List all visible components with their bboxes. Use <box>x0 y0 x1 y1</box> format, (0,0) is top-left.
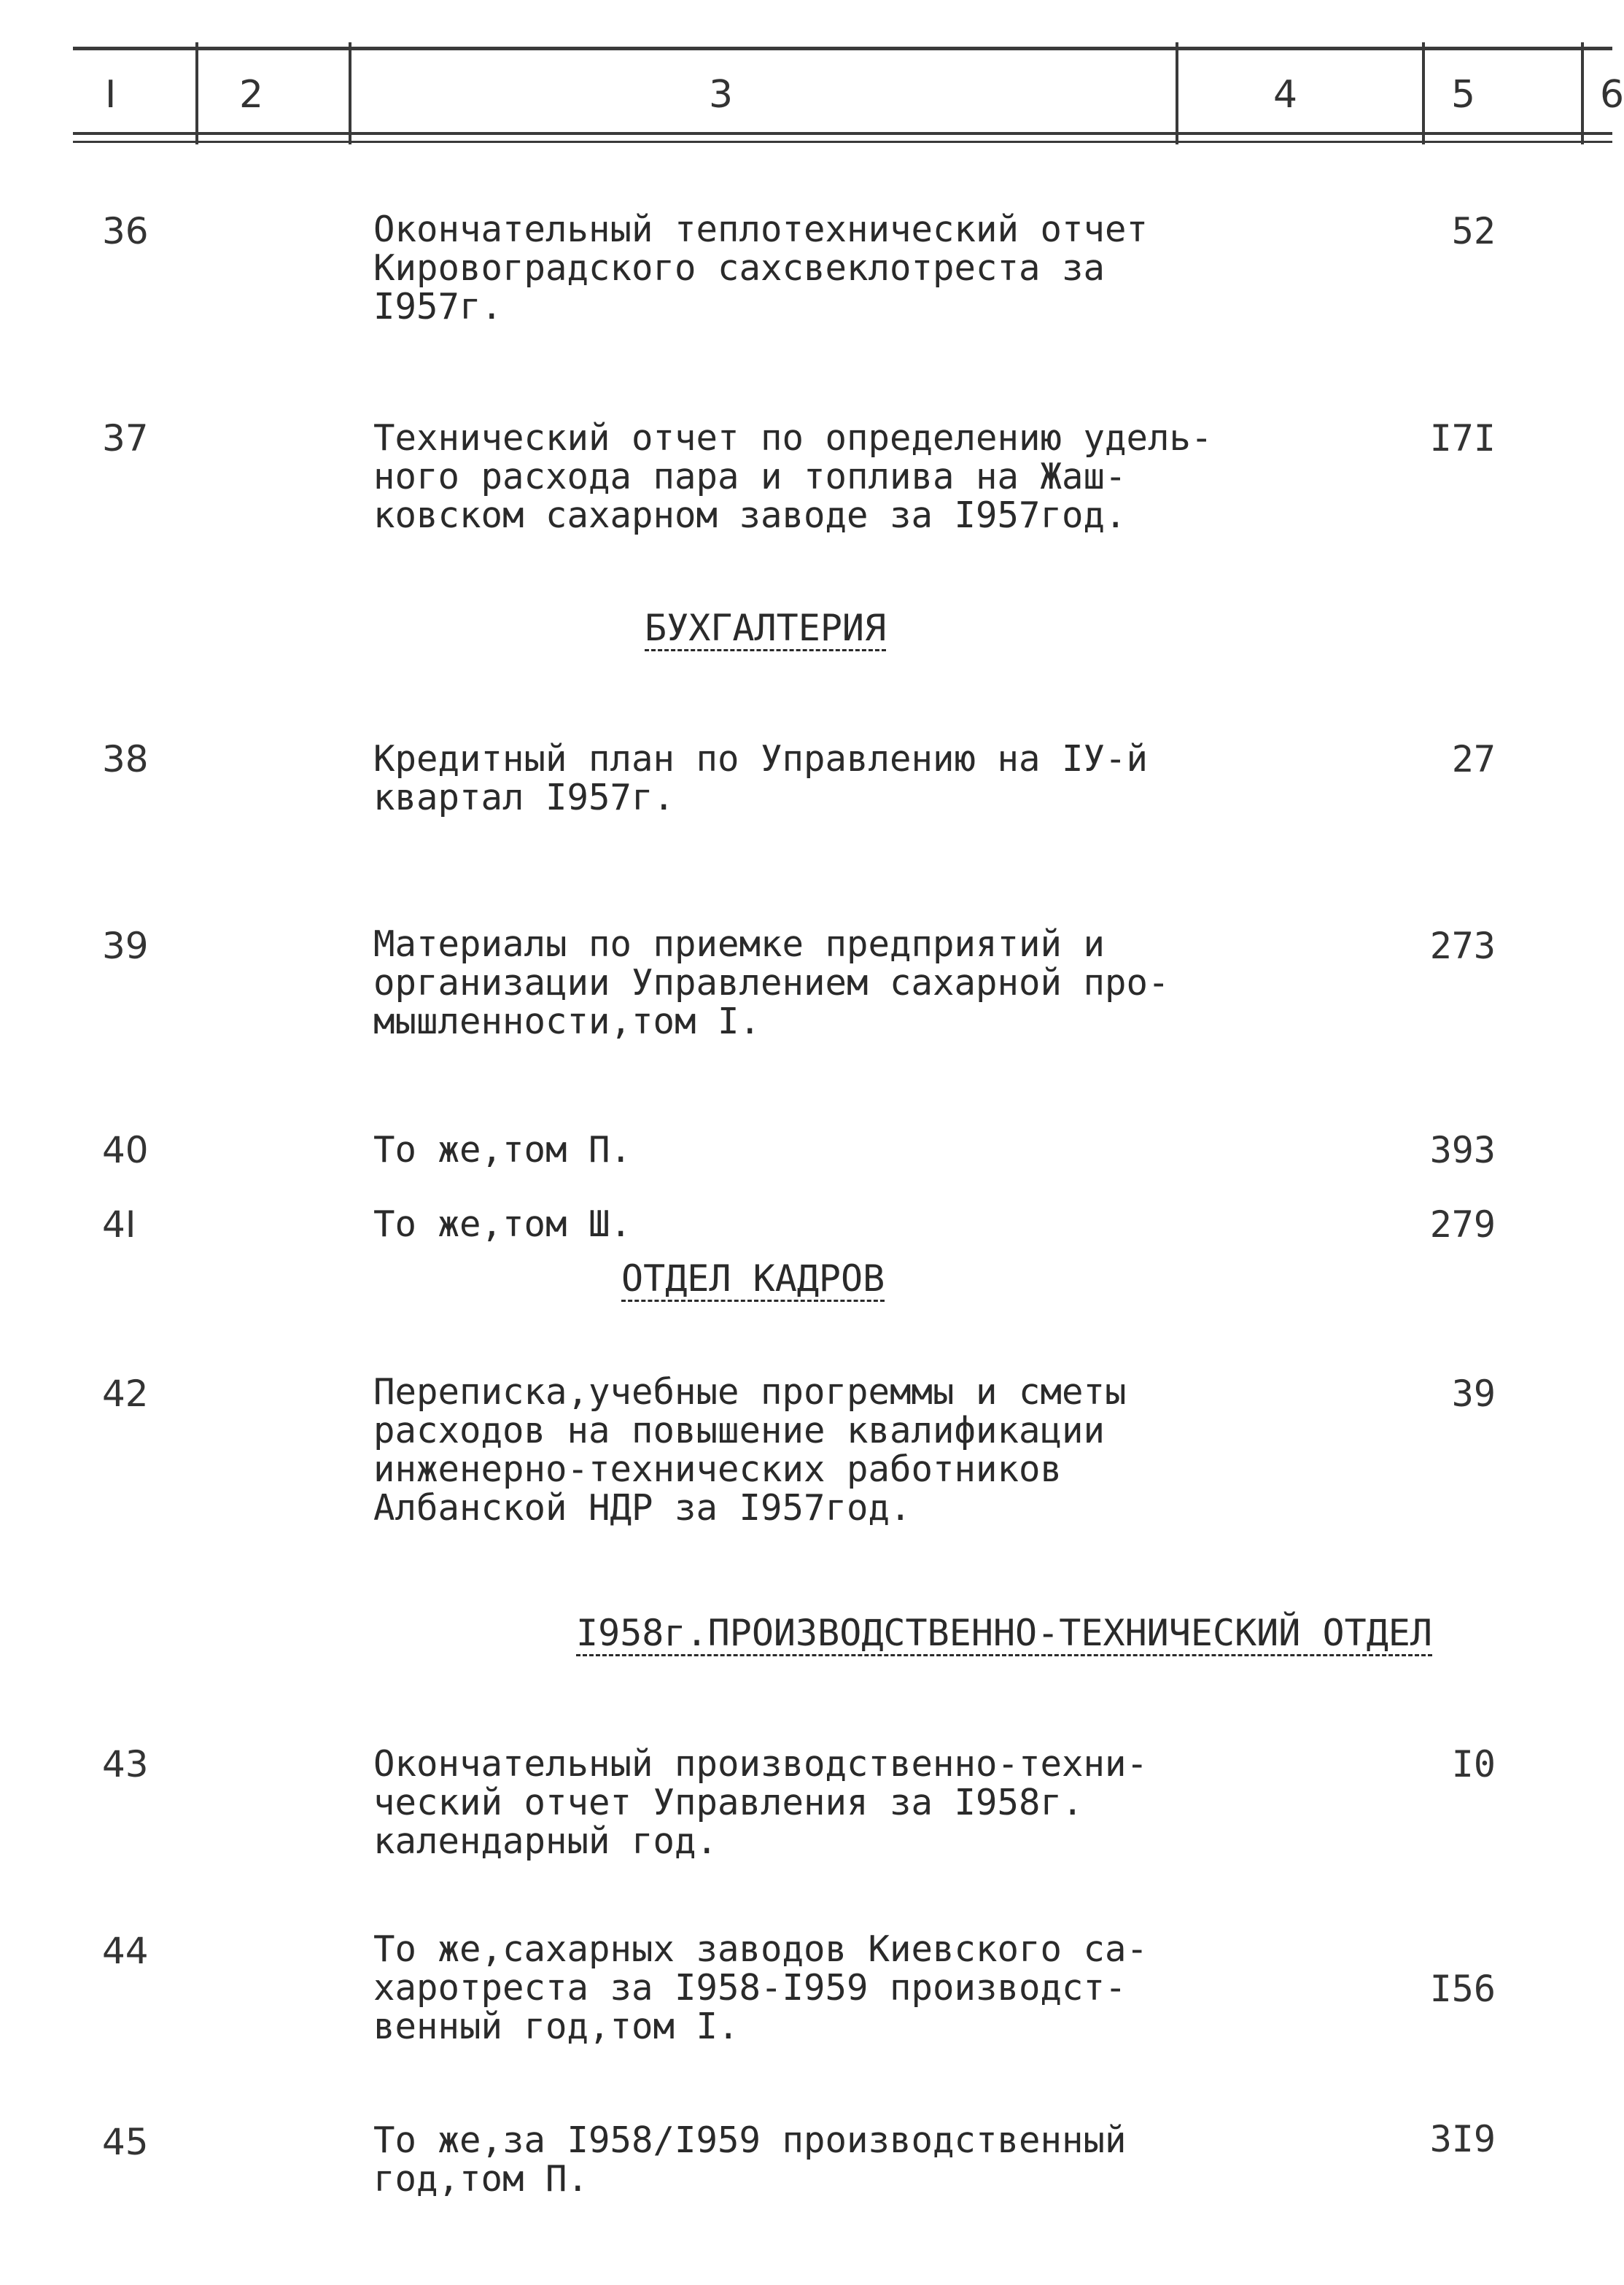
entry-sheet-count: I7I <box>1429 417 1496 459</box>
entry-title: Технический отчет по определению удель- ного расхода пара и топлива на Жаш- ковском сахарном заводе за I957год. <box>373 417 1213 536</box>
entry-number: 36 <box>102 210 149 252</box>
column-number-5: 5 <box>1451 73 1476 117</box>
section-heading-production-technical: I958г.ПРОИЗВОДСТВЕННО-ТЕХНИЧЕСКИЙ ОТДЕЛ <box>576 1612 1432 1654</box>
entry-number: 37 <box>102 417 149 459</box>
column-number-4: 4 <box>1273 73 1298 117</box>
entry-title: Материалы по приемке предприятий и организации Управлением сахарной про- мышленности,том I. <box>373 923 1170 1042</box>
column-divider <box>1581 42 1584 144</box>
entry-number: 42 <box>102 1373 149 1415</box>
entry-sheet-count: 52 <box>1451 210 1496 252</box>
entry-sheet-count: 39 <box>1451 1373 1496 1415</box>
column-number-3: 3 <box>709 73 734 117</box>
entry-number: 40 <box>102 1129 149 1171</box>
column-divider <box>1422 42 1425 144</box>
entry-number: 39 <box>102 925 149 967</box>
entry-title: Окончательный теплотехнический отчет Кировоградского сахсвеклотреста за I957г. <box>373 209 1149 327</box>
column-number-1: I <box>105 73 117 117</box>
column-number-6: 6 <box>1600 73 1624 117</box>
entry-sheet-count: I0 <box>1451 1743 1496 1785</box>
section-heading-accounting: БУХГАЛТЕРИЯ <box>645 607 887 649</box>
entry-sheet-count: 393 <box>1429 1129 1496 1171</box>
entry-sheet-count: 279 <box>1429 1203 1496 1246</box>
entry-sheet-count: I56 <box>1429 1968 1496 2010</box>
entry-number: 4I <box>102 1203 136 1246</box>
entry-number: 43 <box>102 1743 149 1785</box>
entry-number: 44 <box>102 1930 149 1972</box>
header-top-rule <box>73 47 1612 50</box>
column-divider <box>1176 42 1178 144</box>
entry-sheet-count: 273 <box>1429 925 1496 967</box>
entry-sheet-count: 3I9 <box>1429 2118 1496 2160</box>
entry-title: Окончательный производственно-техни- ческий отчет Управления за I958г. календарный год. <box>373 1743 1149 1862</box>
entry-title: То же,сахарных заводов Киевского са- харотреста за I958-I959 производст- венный год,том I. <box>373 1928 1149 2047</box>
entry-sheet-count: 27 <box>1451 738 1496 780</box>
entry-title: То же,том Ш. <box>373 1203 632 1245</box>
header-bottom-rule <box>73 132 1612 135</box>
entry-title: То же,за I958/I959 производственный год,том П. <box>373 2119 1127 2200</box>
section-heading-personnel: ОТДЕЛ КАДРОВ <box>621 1257 885 1300</box>
header-bottom-rule-double <box>73 141 1612 143</box>
entry-number: 38 <box>102 738 149 780</box>
column-divider <box>349 42 351 144</box>
entry-title: Кредитный план по Управлению на IУ-й квартал I957г. <box>373 738 1149 818</box>
entry-title: Переписка,учебные прогреммы и сметы расходов на повышение квалификации инженерно-технических работников Албанской НДР за I957год. <box>373 1371 1127 1529</box>
column-divider <box>195 42 198 144</box>
entry-title: То же,том П. <box>373 1129 632 1171</box>
entry-number: 45 <box>102 2121 149 2163</box>
column-number-2: 2 <box>239 73 264 117</box>
